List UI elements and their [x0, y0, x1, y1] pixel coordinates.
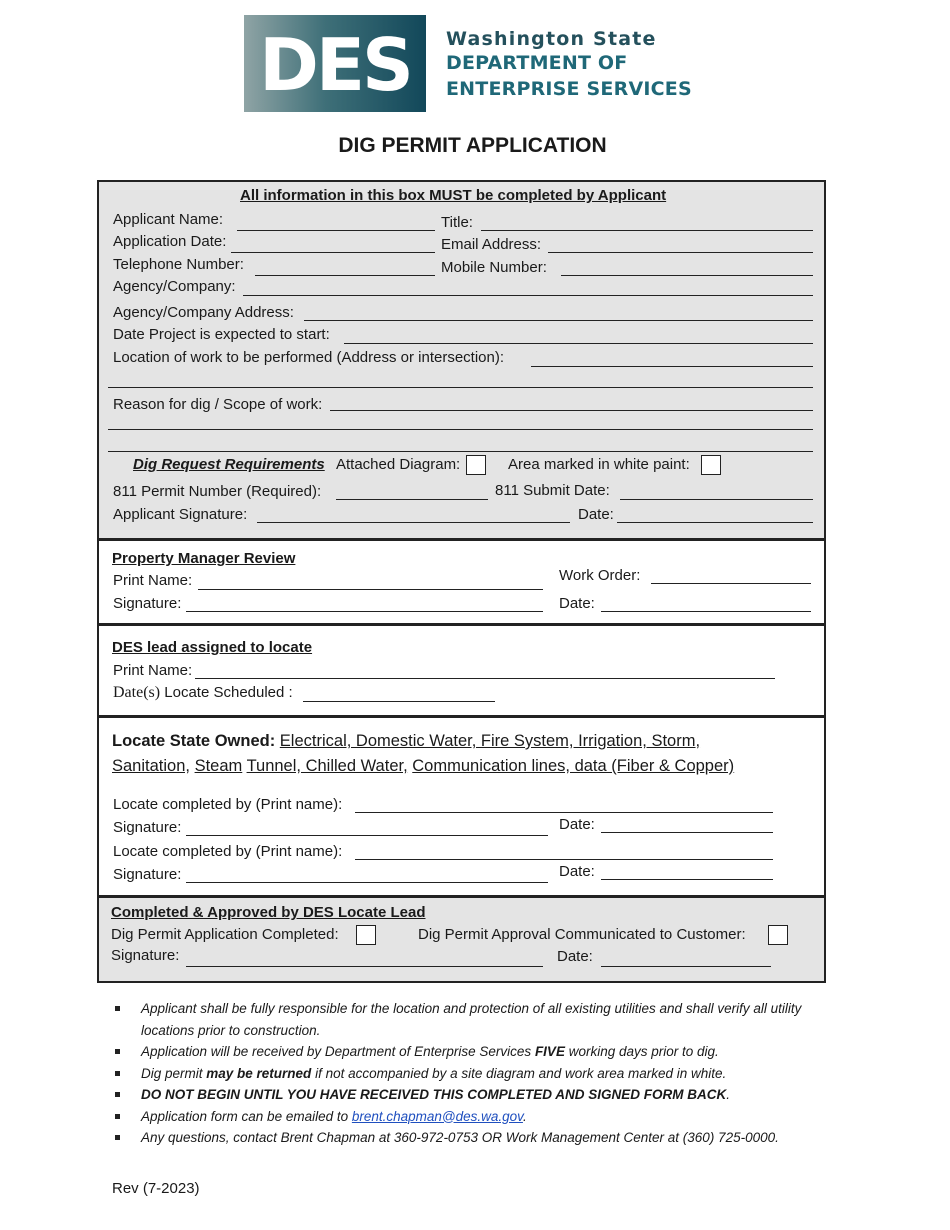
org-line-3: ENTERPRISE SERVICES — [446, 78, 692, 100]
applicant-name-field[interactable] — [237, 230, 435, 231]
note-4-post: . — [726, 1087, 731, 1102]
dates-prefix: Date(s) — [113, 684, 161, 701]
pm-date-label: Date: — [559, 595, 595, 612]
locate-completed-field-2[interactable] — [355, 859, 773, 860]
note-responsibility: Applicant shall be fully responsible for the location and protection of all existing utilities and shall verify all utility locations prior to construction. — [114, 998, 814, 1041]
applicant-heading: All information in this box MUST be completed by Applicant — [240, 187, 667, 204]
permit-number-field[interactable] — [336, 499, 488, 500]
location-field[interactable] — [531, 366, 813, 367]
note-5-pre: Application form can be emailed to — [141, 1108, 352, 1124]
section-divider — [99, 715, 824, 718]
dates-suffix: Locate Scheduled : — [164, 684, 293, 701]
locate-date-field-2[interactable] — [601, 879, 773, 880]
locate-completed-label-2: Locate completed by (Print name): — [113, 843, 343, 860]
mobile-field[interactable] — [561, 275, 813, 276]
approval-heading: Completed & Approved by DES Locate Lead — [111, 904, 426, 921]
utilities-list-1: Electrical, Domestic Water, Fire System, Irrigation, Storm, — [279, 732, 701, 750]
app-completed-checkbox[interactable] — [356, 925, 376, 945]
title-field[interactable] — [481, 230, 813, 231]
attached-diagram-label: Attached Diagram: — [336, 456, 461, 473]
revision-label: Rev (7-2023) — [112, 1180, 200, 1197]
locate-scheduled-field[interactable] — [303, 701, 495, 702]
locate-date-label-1: Date: — [559, 816, 595, 833]
note-may-be-returned — [114, 1063, 814, 1085]
requirements-heading: Dig Request Requirements — [133, 456, 325, 473]
locate-completed-label-1: Locate completed by (Print name): — [113, 796, 343, 813]
location-field-line-2[interactable] — [108, 387, 813, 388]
section-divider — [99, 538, 824, 541]
note-2-post: working days prior to dig. — [564, 1044, 719, 1059]
locate-signature-field-2[interactable] — [186, 882, 548, 883]
locate-completed-field-1[interactable] — [355, 812, 773, 813]
note-3-pre: Dig permit — [141, 1065, 207, 1081]
title-label: Title: — [441, 214, 473, 231]
locate-utilities-line-2 — [112, 757, 734, 776]
approval-communicated-label: Dig Permit Approval Communicated to Customer: — [418, 926, 746, 943]
pm-date-field[interactable] — [601, 611, 811, 612]
locate-signature-label-2: Signature: — [113, 866, 182, 883]
start-date-label: Date Project is expected to start: — [113, 326, 330, 343]
lead-print-name-label: Print Name: — [113, 662, 193, 679]
note-4-bold: DO NOT BEGIN UNTIL YOU HAVE RECEIVED THIS COMPLETED AND SIGNED FORM BACK — [141, 1087, 727, 1102]
work-order-label: Work Order: — [559, 567, 641, 584]
utility-sanitation: Sanitation, — [112, 757, 190, 775]
utility-communication: Communication lines, data (Fiber & Copper) — [412, 757, 735, 775]
submit-date-field[interactable] — [620, 499, 813, 500]
page-title: DIG PERMIT APPLICATION — [338, 134, 607, 157]
applicant-name-label: Applicant Name: — [113, 211, 224, 228]
approval-date-field[interactable] — [601, 966, 771, 967]
property-manager-heading: Property Manager Review — [112, 550, 296, 567]
locate-utilities-line-1 — [112, 732, 700, 751]
des-logo — [244, 15, 426, 112]
utility-tunnel-chilled: Tunnel, Chilled Water, — [246, 757, 408, 775]
locate-scheduled-label — [113, 684, 293, 702]
note-email — [114, 1106, 814, 1128]
telephone-field[interactable] — [255, 275, 435, 276]
work-order-field[interactable] — [651, 583, 811, 584]
locate-signature-field-1[interactable] — [186, 835, 548, 836]
applicant-signature-label: Applicant Signature: — [113, 506, 248, 523]
reason-field-line-2[interactable] — [108, 429, 813, 430]
pm-print-name-label: Print Name: — [113, 572, 193, 589]
agency-field[interactable] — [243, 295, 813, 296]
locate-date-field-1[interactable] — [601, 832, 773, 833]
reason-field-line-3[interactable] — [108, 451, 813, 452]
app-completed-label: Dig Permit Application Completed: — [111, 926, 339, 943]
start-date-field[interactable] — [344, 343, 813, 344]
approval-signature-label: Signature: — [111, 947, 180, 964]
des-lead-heading: DES lead assigned to locate — [112, 639, 313, 656]
note-3-post: if not accompanied by a site diagram and work area marked in white. — [311, 1065, 727, 1081]
note-2-pre: Application will be received by Department of Enterprise Services — [141, 1044, 535, 1059]
email-label: Email Address: — [441, 236, 542, 253]
locate-signature-label-1: Signature: — [113, 819, 182, 836]
agency-label: Agency/Company: — [113, 278, 236, 295]
reason-label: Reason for dig / Scope of work: — [113, 396, 323, 413]
notes-list — [114, 998, 814, 1149]
approval-communicated-checkbox[interactable] — [768, 925, 788, 945]
application-date-label: Application Date: — [113, 233, 227, 250]
org-line-2: DEPARTMENT OF — [446, 52, 628, 74]
note-5-post: . — [522, 1108, 527, 1124]
section-divider — [99, 895, 824, 898]
permit-number-label: 811 Permit Number (Required): — [113, 483, 322, 500]
location-label: Location of work to be performed (Address or intersection): — [113, 349, 505, 366]
note-do-not-begin — [114, 1084, 814, 1106]
applicant-signature-field[interactable] — [257, 522, 570, 523]
des-logo-text: DES — [259, 23, 411, 107]
email-link[interactable]: brent.chapman@des.wa.gov — [351, 1108, 523, 1124]
pm-print-name-field[interactable] — [198, 589, 543, 590]
submit-date-label: 811 Submit Date: — [495, 482, 610, 499]
org-line-1: Washington State — [446, 28, 657, 50]
locate-date-label-2: Date: — [559, 863, 595, 880]
utility-steam: Steam — [194, 757, 243, 775]
agency-address-label: Agency/Company Address: — [113, 304, 294, 321]
note-3-bold: may be returned — [206, 1065, 312, 1081]
applicant-date-label: Date: — [578, 506, 614, 523]
note-2-bold: FIVE — [534, 1044, 565, 1059]
approval-signature-field[interactable] — [186, 966, 543, 967]
area-marked-label: Area marked in white paint: — [508, 456, 690, 473]
lead-print-name-field[interactable] — [195, 678, 775, 679]
email-field[interactable] — [548, 252, 813, 253]
locate-heading: Locate State Owned: — [112, 732, 276, 750]
telephone-label: Telephone Number: — [113, 256, 244, 273]
pm-signature-label: Signature: — [113, 595, 182, 612]
application-date-field[interactable] — [231, 252, 435, 253]
note-five-days — [114, 1041, 814, 1063]
section-divider — [99, 623, 824, 626]
note-contact: Any questions, contact Brent Chapman at 360-972-0753 OR Work Management Center at (360) 725-0000. — [114, 1127, 814, 1149]
agency-address-field[interactable] — [304, 320, 813, 321]
mobile-label: Mobile Number: — [441, 259, 547, 276]
applicant-date-field[interactable] — [617, 522, 813, 523]
approval-date-label: Date: — [557, 948, 593, 965]
area-marked-checkbox[interactable] — [701, 455, 721, 475]
attached-diagram-checkbox[interactable] — [466, 455, 486, 475]
pm-signature-field[interactable] — [186, 611, 543, 612]
reason-field[interactable] — [330, 410, 813, 411]
